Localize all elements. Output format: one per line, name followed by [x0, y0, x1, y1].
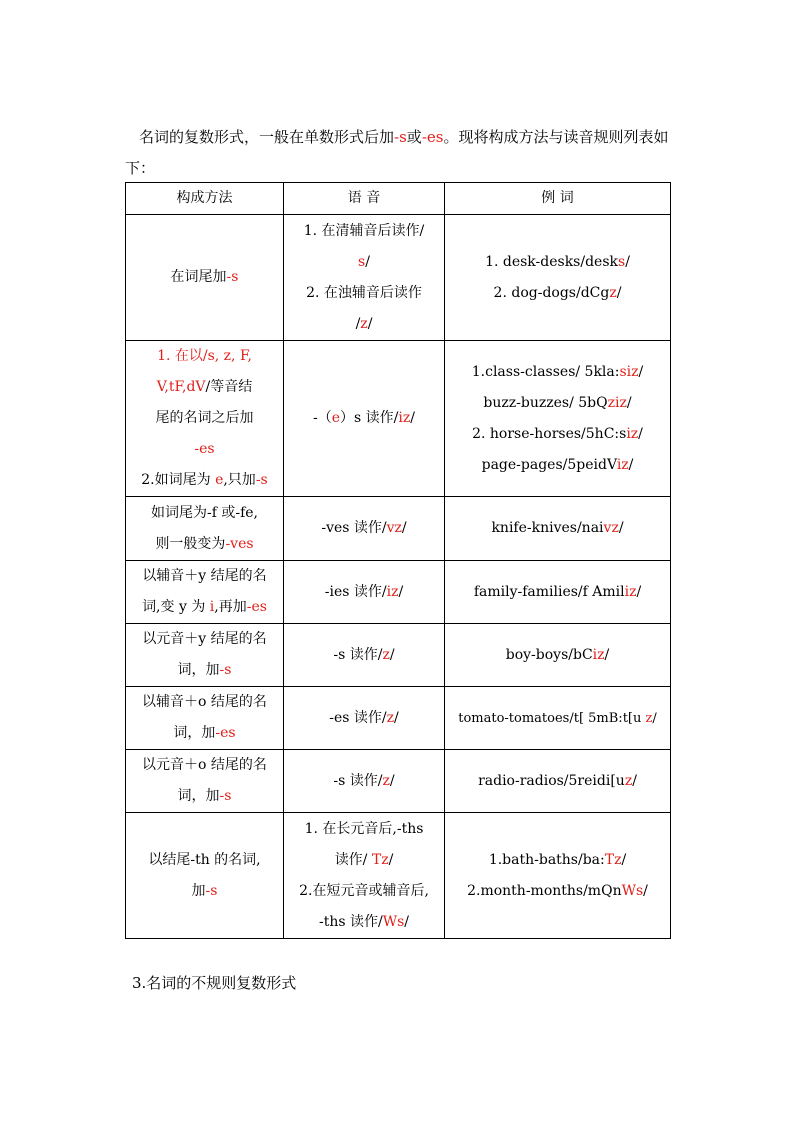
text: 以结尾-th 的名词, — [148, 851, 261, 868]
header-examples: 例 词 — [445, 183, 671, 215]
text: Ws — [621, 882, 644, 899]
text: 以辅音＋y 结尾的名 — [142, 568, 267, 584]
text: 1.class-classes/ 5kla: — [471, 363, 620, 380]
table-row — [126, 750, 671, 813]
text: -s — [226, 269, 239, 285]
examples-cell — [445, 561, 671, 624]
intro-text: 或 — [406, 128, 422, 146]
text: boy-boys/bC — [505, 646, 593, 663]
text: 词,变 y 为 — [142, 599, 210, 615]
text: / — [652, 710, 657, 726]
text: 在词尾加 — [170, 269, 227, 285]
text: -s 读作/ — [333, 646, 383, 663]
text: Ws — [382, 913, 405, 930]
table-row — [126, 497, 671, 561]
examples-cell — [445, 687, 671, 750]
text: -es — [194, 441, 215, 457]
text: -（ — [313, 410, 332, 426]
text: ,再加 — [214, 599, 247, 615]
text: / — [404, 913, 410, 930]
table-row — [126, 624, 671, 687]
method-cell — [126, 687, 284, 750]
table-row — [126, 813, 671, 939]
table-row — [126, 341, 671, 497]
text: z — [382, 646, 390, 663]
examples-cell — [445, 813, 671, 939]
pronunciation-cell — [284, 813, 445, 939]
text: vz — [603, 520, 619, 536]
text: 以元音＋o 结尾的名 — [142, 757, 267, 773]
pronunciation-cell — [284, 341, 445, 497]
text: ziz — [607, 394, 627, 411]
method-cell — [126, 813, 284, 939]
text: 1. 在以/s, z, F, — [157, 348, 252, 364]
text: 以辅音＋o 结尾的名 — [142, 694, 267, 710]
examples-cell — [445, 750, 671, 813]
text: Tz — [604, 851, 622, 868]
text: 词，加 — [177, 662, 220, 678]
text: / — [626, 394, 632, 411]
text: -s — [205, 882, 218, 899]
examples-cell — [445, 341, 671, 497]
text: / — [638, 425, 643, 442]
text: i — [209, 599, 215, 615]
method-cell — [126, 624, 284, 687]
text: z — [382, 772, 390, 789]
text: -es — [246, 599, 267, 615]
table-row — [126, 215, 671, 341]
intro-text: 名词的复数形式，一般在单数形式后加 — [139, 128, 395, 146]
suffix-es: -es — [421, 128, 444, 146]
text: 2.如词尾为 — [141, 472, 216, 488]
pronunciation-cell — [284, 687, 445, 750]
text: iz — [624, 583, 637, 600]
method-cell — [126, 561, 284, 624]
text: siz — [619, 363, 639, 380]
text: / — [638, 363, 644, 380]
table-row — [126, 687, 671, 750]
text: e — [215, 472, 224, 488]
text: 1. 在长元音后,-ths — [304, 820, 424, 837]
text: / — [394, 709, 399, 726]
text: ,只加 — [223, 472, 256, 488]
method-cell — [126, 497, 284, 561]
pronunciation-cell — [284, 750, 445, 813]
examples-cell — [445, 624, 671, 687]
text: 2. horse-horses/5hC:s — [472, 425, 627, 442]
text: e — [331, 410, 341, 426]
text: iz — [626, 425, 639, 442]
text: z — [645, 710, 653, 726]
text: tomato-tomatoes/t[ 5mB:t[u — [458, 710, 646, 726]
text: / — [621, 851, 627, 868]
intro-text: 。现将构成方法与读音规则列表如下： — [125, 128, 669, 177]
pronunciation-cell — [284, 561, 445, 624]
text: 1. desk-desks/desk — [485, 253, 619, 270]
text: 2.在短元音或辅音后, — [299, 882, 429, 899]
text: 加 — [191, 882, 206, 899]
text: 词，加 — [177, 788, 220, 804]
text: knife-knives/nai — [491, 520, 604, 536]
text: iz — [616, 456, 629, 473]
text: /等音结 — [205, 379, 253, 395]
text: buzz-buzzes/ 5bQ — [483, 394, 608, 411]
text: 尾的名词之后加 — [155, 410, 254, 426]
text: Tz — [371, 851, 389, 868]
text: / — [401, 520, 407, 536]
text: / — [355, 315, 361, 332]
intro-paragraph — [125, 122, 673, 184]
text: -s — [255, 472, 268, 488]
text: page-pages/5peidV — [481, 456, 617, 473]
table-header-row — [126, 183, 671, 215]
text: s — [618, 253, 626, 270]
pronunciation-cell — [284, 497, 445, 561]
text: / — [616, 284, 622, 301]
text: z — [609, 284, 617, 301]
text: / — [632, 772, 637, 789]
text: 2. dog-dogs/dCg — [493, 284, 610, 301]
table-row — [126, 561, 671, 624]
text: 2. 在浊辅音后读作 — [306, 284, 422, 301]
text: 2.month-months/mQn — [467, 882, 622, 899]
text: -ves 读作/ — [321, 520, 387, 536]
plural-rules-table — [125, 182, 671, 939]
pronunciation-cell — [284, 624, 445, 687]
text: vz — [386, 520, 402, 536]
text: / — [618, 520, 624, 536]
text: / — [365, 253, 370, 270]
text: ）s 读作/ — [340, 410, 399, 426]
text: -ths 读作/ — [318, 913, 383, 930]
pronunciation-cell — [284, 215, 445, 341]
text: z — [386, 709, 395, 726]
text: iz — [386, 583, 399, 600]
text: / — [636, 583, 642, 600]
text: s — [358, 253, 366, 270]
text: / — [389, 646, 395, 663]
text: / — [367, 315, 373, 332]
text: / — [410, 410, 415, 426]
text: / — [643, 882, 648, 899]
text: -s — [219, 662, 232, 678]
text: -s 读作/ — [333, 772, 383, 789]
text: family-families/f Amil — [473, 583, 625, 600]
text: / — [388, 851, 394, 868]
text: 读作/ — [334, 851, 372, 868]
text: 1. 在清辅音后读作/ — [303, 222, 425, 239]
text: iz — [592, 646, 605, 663]
text: / — [389, 772, 395, 789]
text: radio-radios/5reidi[u — [478, 772, 625, 789]
text: / — [628, 456, 634, 473]
text: / — [398, 583, 404, 600]
text: 则一般变为 — [155, 535, 226, 552]
text: -es — [215, 725, 236, 741]
text: iz — [398, 410, 411, 426]
method-cell — [126, 215, 284, 341]
section-heading: 3.名词的不规则复数形式 — [132, 974, 297, 992]
header-method: 构成方法 — [126, 183, 284, 215]
text: z — [360, 315, 368, 332]
text: 如词尾为-f 或-fe, — [150, 504, 258, 521]
text: -ves — [225, 535, 254, 552]
header-pronunciation: 语 音 — [284, 183, 445, 215]
examples-cell — [445, 215, 671, 341]
examples-cell — [445, 497, 671, 561]
method-cell — [126, 341, 284, 497]
text: / — [604, 646, 610, 663]
text: z — [624, 772, 633, 789]
suffix-s: -s — [394, 128, 407, 146]
text: / — [625, 253, 630, 270]
method-cell — [126, 750, 284, 813]
text: 以元音＋y 结尾的名 — [142, 631, 267, 647]
text: 词，加 — [173, 725, 216, 741]
text: 1.bath-baths/ba: — [488, 851, 605, 868]
text: V,tF,dV — [156, 379, 206, 395]
text: -es 读作/ — [329, 709, 387, 726]
text: -ies 读作/ — [324, 583, 387, 600]
text: -s — [219, 788, 232, 804]
